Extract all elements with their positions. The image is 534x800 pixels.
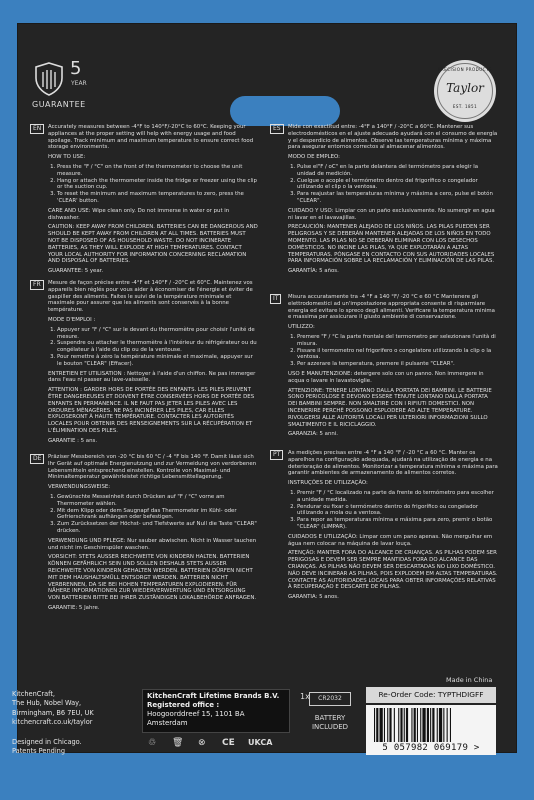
barcode-bar bbox=[437, 708, 438, 742]
battery-count: 1x bbox=[300, 692, 310, 701]
ec-rep-city: Amsterdam bbox=[147, 719, 188, 727]
barcode-digits: 5 057982 069179 > bbox=[382, 743, 480, 753]
battery-cell-icon: CR2032 bbox=[309, 692, 351, 706]
pt-care: CUIDADOS E UTILIZAÇÃO: Limpar com um pano apenas. Não mergulhar em água nem colocar na máquina de lavar louça. bbox=[288, 533, 493, 547]
ec-rep-box bbox=[142, 689, 290, 733]
it-guarantee: GARANZIA: 5 anni. bbox=[288, 431, 339, 438]
lang-code-es: ES bbox=[270, 124, 284, 134]
barcode-bar bbox=[447, 708, 448, 742]
it-care: USO E MANUTENZIONE: detergere solo con un panno. Non immergere in acqua o lavare in lavastoviglie. bbox=[288, 370, 484, 384]
ce-mark-icon: CE bbox=[222, 738, 235, 748]
de-care: VERWENDUNG UND PFLEGE: Nur sauber abwischen. Nicht in Wasser tauchen und nicht im Geschirrspüler waschen. bbox=[48, 537, 257, 551]
pt-guarantee: GARANTIA: 5 anos. bbox=[288, 594, 339, 601]
barcode-bar bbox=[380, 708, 383, 742]
compliance-icons bbox=[146, 736, 296, 754]
lang-code-de: DE bbox=[30, 454, 44, 464]
barcode-bar bbox=[420, 708, 421, 742]
battery-included-label bbox=[300, 714, 360, 732]
company-address bbox=[12, 690, 94, 727]
pt-howto: INSTRUÇÕES DE UTILIZAÇÃO: bbox=[288, 480, 368, 487]
pt-caution: ATENÇÃO: MANTER FORA DO ALCANCE DE CRIANÇAS. AS PILHAS PODEM SER PERIGOSAS E DEVEM SER SEMPRE MANTIDAS FORA DO ALCANCE DAS CRIANÇAS. AS PILHAS NÃO DEVEM SER DESCARTADAS NO LIXO DOMÉSTICO. NÃO DEVE INCINERAR AS PILHAS, POIS EXPLODEM EM ALTAS TEMPERATURAS. CONTACTE AS AUTORIDADES LOCAIS PARA OBTER INFORMAÇÕES RELATIVAS À RECUPERAÇÃO E DESCARTE DE PILHAS. bbox=[288, 550, 498, 591]
weee-bin-icon: 🗑 bbox=[172, 738, 184, 748]
lang-code-en: EN bbox=[30, 124, 44, 134]
barcode-bar bbox=[376, 708, 378, 742]
de-step: 2. Mit dem Klipp oder dem Saugnapf das Thermometer im Kühl- oder Gefrierschrank aufhängen oder befestigen. bbox=[57, 508, 258, 522]
logo-word: Taylor bbox=[446, 81, 484, 95]
lang-code-fr: FR bbox=[30, 280, 44, 290]
barcode-bar bbox=[374, 708, 375, 742]
en-caution: CAUTION: KEEP AWAY FROM CHILDREN. BATTERIES CAN BE DANGEROUS AND SHOULD BE KEPT AWAY FROM CHILDREN AT ALL TIMES. BATTERIES MUST NOT BE DISPOSED OF AS HOUSEHOLD WASTE. DO NOT INCINERATE BATTERIES, AS THEY WILL EXPLODE AT HIGH TEMPERATURES. CONTACT YOUR LOCAL AUTHORITY FOR INFORMATION CONCERNING RECLAMATION AND DISPOSAL OF BATTERIES. bbox=[48, 224, 258, 265]
en-intro: Accurately measures between -4°F to 140°F/-20°C to 60°C. Keeping your appliances at the proper setting will help with energy usage and food spoilage. Track minimum and maximum temperature to ensure correct food storage environments. bbox=[48, 124, 254, 151]
fr-care: ENTRETIEN ET UTILISATION : Nettoyer à l'aide d'un chiffon. Ne pas immerger dans l'eau ni passer au lave-vaisselle. bbox=[48, 370, 256, 384]
lang-code-pt: PT bbox=[270, 450, 283, 460]
de-guarantee: GARANTIE: 5 Jahre. bbox=[48, 604, 100, 611]
logo-arc-bottom: EST. 1851 bbox=[452, 104, 478, 109]
barcode-bar bbox=[432, 708, 434, 742]
es-caution: PRECAUCIÓN: MANTENER ALEJADO DE LOS NIÑOS. LAS PILAS PUEDEN SER PELIGROSAS Y SE DEBERÁN MANTENER ALEJADAS DE LOS NIÑOS EN TODO MOMENTO. LAS PILAS NO SE DEBERÁN ELIMINAR CON LOS DESECHOS DOMÉSTICOS. NO INCINE LAS PILAS, YA QUE EXPLOTARÁN A ALTAS TEMPERATURAS. PÓNGASE EN CONTACTO CON SUS AUTORIDADES LOCALES PARA INFORMACIÓN SOBRE LA RECLAMACIÓN Y ELIMINACIÓN DE LAS PILAS. bbox=[288, 224, 495, 265]
es-care: CUIDADO Y USO: Limpiar con un paño exclusivamente. No sumergir en agua ni lavar en el lavavajillas. bbox=[288, 207, 495, 221]
pt-intro: As medições precisas entre -4 °F a 140 °F / -20 °C a 60 °C. Manter os aparelhos na configuração adequada, ajudará na utilização de energia e na deterioração de alimentos. Monitorizar a temperatura mínima e máxima para garantir ambientes de armazenamento de alimentos corretos. bbox=[288, 450, 498, 477]
barcode-bar bbox=[450, 708, 451, 742]
ec-rep-street: Hoogoorddreef 15, 1101 BA bbox=[147, 710, 245, 718]
barcode-bar bbox=[411, 708, 412, 742]
packaging-card bbox=[18, 24, 516, 752]
de-step: 3. Zum Zurücksetzen der Höchst- und Tiefstwerte auf Null die Taste "CLEAR" drücken. bbox=[57, 521, 258, 535]
it-caution: ATTENZIONE: TENERE LONTANO DALLA PORTATA DEI BAMBINI. LE BATTERIE SONO PERICOLOSE E DEVONO ESSERE TENUTE LONTANO DALLA PORTATA DEI BAMBINI SEMPRE. NON SMALTIRE CON I RIFIUTI DOMESTICI. NON INCENERIRE PERCHÈ POSSONO ESPLODERE AD ALTE TEMPERATURE. RIVOLGERSI ALLE AUTORITÀ LOCALI PER ULTERIORI INFORMAZIONI SULLO SMALTIMENTO E IL RICICLAGGIO. bbox=[288, 387, 492, 428]
it-step: 1. Premere "F / °C la parte frontale del termometro per selezionare l'unità di misura. bbox=[297, 334, 498, 348]
logo-arc-top: PRECISION PRODUCTS bbox=[438, 67, 492, 72]
en-guarantee: GUARANTEE: 5 year. bbox=[48, 268, 104, 275]
designed-in: Designed in Chicago. bbox=[12, 738, 82, 746]
barcode-bar bbox=[404, 708, 405, 742]
address-line: The Hub, Nobel Way, bbox=[12, 699, 82, 708]
es-guarantee: GARANTÍA: 5 años. bbox=[288, 268, 339, 275]
barcode-bar bbox=[394, 708, 395, 742]
guarantee-years: 5 bbox=[70, 58, 82, 79]
fr-steps bbox=[48, 327, 258, 368]
battery-label-2: INCLUDED bbox=[311, 723, 349, 731]
taylor-logo bbox=[434, 60, 496, 122]
it-howto: UTILIZZO: bbox=[288, 324, 315, 331]
de-howto: VERWENDUNGSWEISE: bbox=[48, 484, 111, 491]
recycle-icon: ♲ bbox=[148, 738, 157, 748]
barcode-bar bbox=[400, 708, 402, 742]
en-howto: HOW TO USE: bbox=[48, 154, 86, 161]
it-step: 3. Per azzerare la temperatura, premere il pulsante "CLEAR". bbox=[297, 361, 498, 368]
ukca-mark-icon: UKCA bbox=[248, 738, 273, 747]
barcode bbox=[366, 705, 496, 755]
design-note bbox=[12, 738, 82, 757]
guarantee-label: GUARANTEE bbox=[32, 100, 86, 109]
fr-step: 3. Pour remettre à zéro la température minimale et maximale, appuyer sur le bouton "CLEAR" (Effacer). bbox=[57, 354, 258, 368]
patents-pending: Patents Pending bbox=[12, 747, 66, 756]
barcode-bar bbox=[422, 708, 425, 742]
lang-code-it: IT bbox=[270, 294, 281, 304]
pt-steps bbox=[288, 490, 498, 531]
hang-hole bbox=[230, 96, 340, 126]
fr-howto: MODE D'EMPLOI : bbox=[48, 316, 96, 323]
fr-intro: Mesure de façon précise entre -4°F et 140°F / -20°C et 60°C. Maintenez vos appareils bien réglés pour vous aider à économiser de l'énergie et éviter de gaspiller des aliments. Faites le suivi de la température minimale et maximale pour assurer que les aliments sont conservés à la bonne température. bbox=[48, 280, 253, 314]
en-care: CARE AND USE: Wipe clean only. Do not immerse in water or put in dishwasher. bbox=[48, 207, 230, 221]
fr-step: 1. Appuyer sur "F / °C" sur le devant du thermomètre pour choisir l'unité de mesure. bbox=[57, 327, 258, 341]
it-step: 2. Fissare il termometro nel frigorifero o congelatore utilizzando la clip o la ventosa. bbox=[297, 348, 498, 362]
en-steps bbox=[48, 164, 258, 205]
de-steps bbox=[48, 494, 258, 535]
ec-rep-company: KitchenCraft Lifetime Brands B.V. bbox=[147, 692, 280, 700]
made-in-label: Made in China bbox=[446, 676, 493, 684]
barcode-bar bbox=[398, 708, 399, 742]
barcode-bar bbox=[443, 708, 444, 742]
de-caution: VORSICHT: STETS AUSSER REICHWEITE VON KINDERN HALTEN. BATTERIEN KÖNNEN GEFÄHRLICH SEIN UND SOLLEN DESHALB STETS AUSSER REICHWEITE VON KINDERN GEHALTEN WERDEN. BATTERIEN DÜRFEN NICHT MIT DEM HAUSHALTSMÜLL ENTSORGT WERDEN. BATTERIEN NICHT VERBRENNEN, DA SIE BEI HOHEN TEMPERATUREN EXPLODIEREN. FÜR NÄHERE INFORMATIONEN ZUR WIEDERVERWERTUNG UND ENTSORGUNG VON BATTERIEN BITTE BEI IHRER ZUSTÄNDIGEN LOKALBEHÖRDE ANFRAGEN. bbox=[48, 554, 257, 602]
address-line: Birmingham, B6 7EU, UK bbox=[12, 708, 94, 717]
barcode-bar bbox=[406, 708, 408, 742]
es-intro: Mide con exactitud entre: -4°F a 140°F / -20°C a 60°C. Mantener sus electrodomésticos en el ajuste adecuado ayudará con el consumo de energía y el desperdicio de alimentos. Observe las temperaturas mínima y máxima para asegurar entornos correctos al almacenar alimentos. bbox=[288, 124, 498, 151]
barcode-bars-icon bbox=[372, 708, 490, 742]
barcode-bar bbox=[414, 708, 416, 742]
guarantee-year-label: YEAR bbox=[71, 80, 87, 87]
en-step: 3. To reset the minimum and maximum temperatures to zero, press the 'CLEAR' button. bbox=[57, 191, 258, 205]
reorder-code: Re-Order Code: TYPTHDIGFF bbox=[366, 687, 496, 703]
barcode-bar bbox=[417, 708, 418, 742]
tidyman-icon: ⊗ bbox=[198, 738, 206, 748]
es-step: 1. Pulse el"F / oC" en la parte delantera del termómetro para elegir la unidad de medición. bbox=[297, 164, 498, 178]
barcode-bar bbox=[430, 708, 431, 742]
battery-label-1: BATTERY bbox=[314, 714, 346, 722]
es-step: 3. Para reajustar las temperaturas mínima y máxima a cero, pulse el botón "CLEAR". bbox=[297, 191, 498, 205]
address-line: KitchenCraft, bbox=[12, 690, 56, 698]
es-steps bbox=[288, 164, 498, 205]
es-step: 2. Cuelgue o acople el termómetro dentro del frigorífico o congelador utilizando el clip o la ventosa. bbox=[297, 178, 498, 192]
de-intro: Präziser Messbereich von -20 °C bis 60 °C / -4 °F bis 140 °F. Damit lässt sich Ihr Gerät auf optimale Energienutzung und zur Vermeidung von verdorbenen Lebensmitteln entsprechend einstellen. Kontrolle von Maximal- und Minimaltemperatur gewährleistet richtige Lebensmittellagerung. bbox=[48, 454, 257, 481]
en-step: 1. Press the "F / °C" on the front of the thermometer to choose the unit measure. bbox=[57, 164, 258, 178]
de-step: 1. Gewünschte Messeinheit durch Drücken auf "F / °C" vorne am Thermometer wählen. bbox=[57, 494, 258, 508]
barcode-bar bbox=[387, 708, 388, 742]
barcode-bar bbox=[439, 708, 442, 742]
ec-rep-office-label: Registered office : bbox=[147, 701, 220, 709]
barcode-bar bbox=[384, 708, 385, 742]
en-step: 2. Hang or attach the thermometer inside the fridge or freezer using the clip or the suction cup. bbox=[57, 178, 258, 192]
es-howto: MODO DE EMPLEO: bbox=[288, 154, 340, 161]
barcode-bar bbox=[389, 708, 391, 742]
address-website: kitchencraft.co.uk/taylor bbox=[12, 717, 93, 726]
it-steps bbox=[288, 334, 498, 368]
pt-step: 2. Pendurar ou fixar o termómetro dentro do frigorífico ou congelador utilizando a mola ou a ventosa. bbox=[297, 504, 498, 518]
shield-icon bbox=[34, 62, 64, 96]
pt-step: 3. Para repor as temperaturas mínima e máxima para zero, premir o botão "CLEAR" (LIMPAR). bbox=[297, 517, 498, 531]
fr-guarantee: GARANTIE : 5 ans. bbox=[48, 437, 98, 444]
it-intro: Misura accuratamente tra -4 °F a 140 °F/ -20 °C e 60 °C Mantenere gli elettrodomestici ad un'impostazione appropriata consente di risparmiare energia ed evitare lo spreco degli alimenti. Verificare la temperatura minima e massima per assicurare il giusto ambiente di conservazione. bbox=[288, 294, 495, 321]
pt-step: 1. Premir "F / °C localizado na parte da frente do termómetro para escolher a unidade medida. bbox=[297, 490, 498, 504]
barcode-bar bbox=[427, 708, 429, 742]
fr-step: 2. Suspendre ou attacher le thermomètre à l'intérieur du réfrigérateur ou du congélateur à l'aide du clip ou de la ventouse. bbox=[57, 340, 258, 354]
fr-caution: ATTENTION : GARDER HORS DE PORTÉE DES ENFANTS. LES PILES PEUVENT ÊTRE DANGEREUSES ET DOIVENT ÊTRE CONSERVÉES HORS DE PORTÉE DES ENFANTS EN PERMANENCE. IL NE FAUT PAS JETER LES PILES AVEC LES ORDURES MÉNAGÈRES. NE PAS INCINÉRER LES PILES, CAR ELLES EXPLOSERONT À HAUTE TEMPÉRATURE. CONTACTER LES AUTORITÉS LOCALES POUR OBTENIR DES RENSEIGNEMENTS SUR LA RÉCUPÉRATION ET L'ÉLIMINATION DES PILES. bbox=[48, 387, 255, 434]
